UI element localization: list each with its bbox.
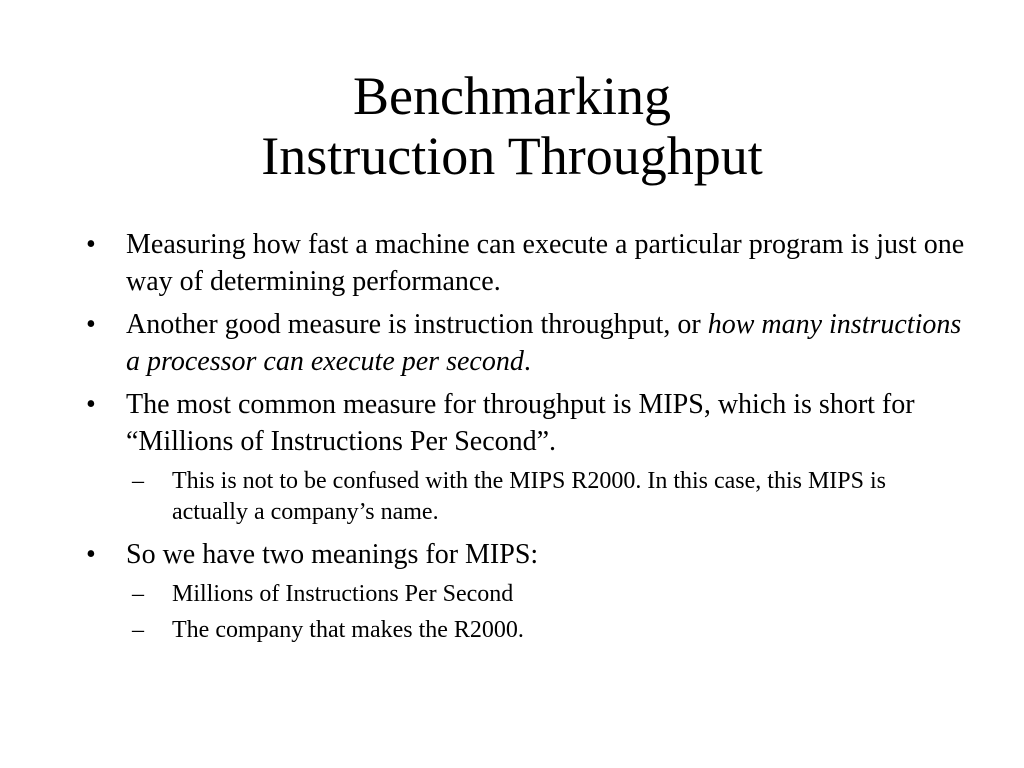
sub-bullet-marker: – bbox=[132, 468, 144, 494]
bullet-marker: • bbox=[86, 389, 96, 420]
bullet-item bbox=[86, 386, 966, 460]
title-line-1: Benchmarking bbox=[353, 66, 671, 126]
sub-bullet-item bbox=[132, 579, 966, 610]
bullet-marker: • bbox=[86, 309, 96, 340]
bullet-text-italic: how many instructions a processor can execute per second bbox=[126, 309, 962, 377]
sub-bullet-item bbox=[132, 615, 966, 646]
title-line-2: Instruction Throughput bbox=[261, 126, 763, 186]
bullet-text-end: . bbox=[523, 346, 531, 377]
bullet-item bbox=[86, 536, 966, 573]
slide-title bbox=[0, 66, 1024, 186]
sub-bullet-text: Millions of Instructions Per Second bbox=[172, 581, 514, 607]
bullet-list bbox=[86, 226, 966, 651]
bullet-marker: • bbox=[86, 229, 96, 260]
bullet-marker: • bbox=[86, 539, 96, 570]
sub-bullet-marker: – bbox=[132, 617, 144, 643]
bullet-item bbox=[86, 306, 966, 380]
bullet-item bbox=[86, 226, 966, 300]
bullet-text-start: Another good measure is instruction throughput, or bbox=[126, 309, 708, 340]
bullet-text: So we have two meanings for MIPS: bbox=[126, 539, 539, 570]
sub-bullet-item bbox=[132, 466, 966, 528]
sub-bullet-text: The company that makes the R2000. bbox=[172, 617, 524, 643]
bullet-text: The most common measure for throughput is MIPS, which is short for “Millions of Instructions Per Second”. bbox=[126, 389, 915, 457]
sub-bullet-text: This is not to be confused with the MIPS R2000. In this case, this MIPS is actually a company’s name. bbox=[172, 468, 886, 525]
sub-bullet-marker: – bbox=[132, 581, 144, 607]
bullet-text: Measuring how fast a machine can execute a particular program is just one way of determining performance. bbox=[126, 229, 965, 297]
